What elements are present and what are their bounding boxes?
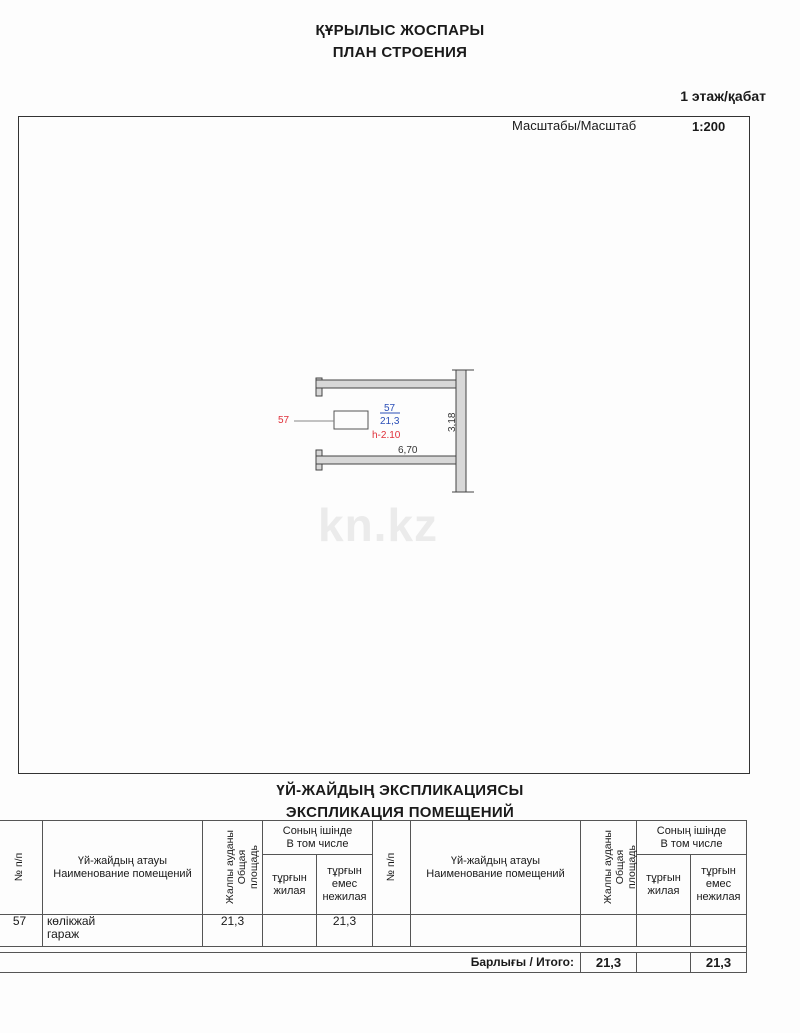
header-nonliving-kz1-2: тұрғын xyxy=(701,865,736,877)
floor-label: 1 этаж/қабат xyxy=(680,88,766,104)
header-name-kz: Үй-жайдың атауы xyxy=(77,854,168,867)
row-total-area: 21,3 xyxy=(203,915,263,947)
header-living-cell xyxy=(263,855,317,915)
plan-title-ru: ПЛАН СТРОЕНИЯ xyxy=(332,44,468,61)
header-num-cell-2 xyxy=(373,821,411,915)
total-label: Барлығы / Итого: xyxy=(0,953,581,973)
total-row xyxy=(0,953,747,973)
header-including-cell xyxy=(263,821,373,855)
header-nonliving-kz2-2: емес xyxy=(705,878,732,890)
header-including-kz-2: Соның ішінде xyxy=(656,824,727,837)
header-total-area-2: Жалпы ауданы Общая площадь xyxy=(601,830,638,904)
header-total-area: Жалпы ауданы Общая площадь xyxy=(223,830,260,904)
header-nonliving-kz2: емес xyxy=(331,878,358,890)
total-nonliving: 21,3 xyxy=(691,953,747,973)
header-name-cell-2 xyxy=(411,821,581,915)
header-living-ru-2: жилая xyxy=(647,884,680,897)
header-living-kz-2: тұрғын xyxy=(646,871,681,884)
room-area: 21,3 xyxy=(380,416,400,427)
scale-label: Масштабы/Масштаб xyxy=(512,118,637,133)
row-num: 57 xyxy=(0,915,43,947)
total-area: 21,3 xyxy=(581,953,637,973)
explication-title-ru: ЭКСПЛИКАЦИЯ ПОМЕЩЕНИЙ xyxy=(285,804,515,821)
header-living-kz: тұрғын xyxy=(272,871,307,884)
header-name-ru: Наименование помещений xyxy=(53,867,192,880)
header-including-ru: В том числе xyxy=(286,837,349,850)
header-total-cell xyxy=(203,821,263,915)
header-including-ru-2: В том числе xyxy=(660,837,723,850)
plan-title-kz: ҚҰРЫЛЫС ЖОСПАРЫ xyxy=(315,22,485,39)
table-row xyxy=(0,915,747,947)
room-number-left: 57 xyxy=(278,415,290,426)
row-nonliving-area: 21,3 xyxy=(317,915,373,947)
header-name-kz-2: Үй-жайдың атауы xyxy=(450,854,541,867)
dimension-length: 6,70 xyxy=(398,445,418,456)
total-living xyxy=(637,953,691,973)
row-name-ru: гараж xyxy=(47,927,80,941)
header-nonliving-kz1: тұрғын xyxy=(327,865,362,877)
row-name-kz: көлікжай xyxy=(47,914,96,928)
header-num-2: № п/п xyxy=(385,852,398,882)
scale-value: 1:200 xyxy=(692,119,726,134)
row-living-area xyxy=(263,915,317,947)
empty-cell xyxy=(581,915,637,947)
header-name-ru-2: Наименование помещений xyxy=(426,867,565,880)
header-num: № п/п xyxy=(13,852,26,882)
room-height: h-2.10 xyxy=(372,430,401,441)
explication-title-kz: ҮЙ-ЖАЙДЫҢ ЭКСПЛИКАЦИЯСЫ xyxy=(276,782,524,799)
header-nonliving-ru-2: нежилая xyxy=(696,891,741,903)
empty-cell xyxy=(637,915,691,947)
room-number: 57 xyxy=(384,403,396,414)
dimension-width: 3,18 xyxy=(447,412,458,432)
explication-table xyxy=(0,820,747,973)
header-including-cell-2 xyxy=(637,821,747,855)
row-name xyxy=(43,915,203,947)
wall-bottom xyxy=(316,456,458,464)
header-num-cell xyxy=(0,821,43,915)
header-including-kz: Соның ішінде xyxy=(282,824,353,837)
empty-cell xyxy=(691,915,747,947)
header-total-cell-2 xyxy=(581,821,637,915)
empty-cell xyxy=(373,915,411,947)
header-living-ru: жилая xyxy=(273,884,306,897)
header-nonliving-cell xyxy=(317,855,373,915)
watermark: kn.kz xyxy=(318,499,439,551)
empty-cell xyxy=(411,915,581,947)
header-nonliving-cell-2 xyxy=(691,855,747,915)
header-name-cell xyxy=(43,821,203,915)
header-nonliving-ru: нежилая xyxy=(322,891,367,903)
wall-top xyxy=(316,380,458,388)
room-label-box xyxy=(334,411,368,429)
header-living-cell-2 xyxy=(637,855,691,915)
